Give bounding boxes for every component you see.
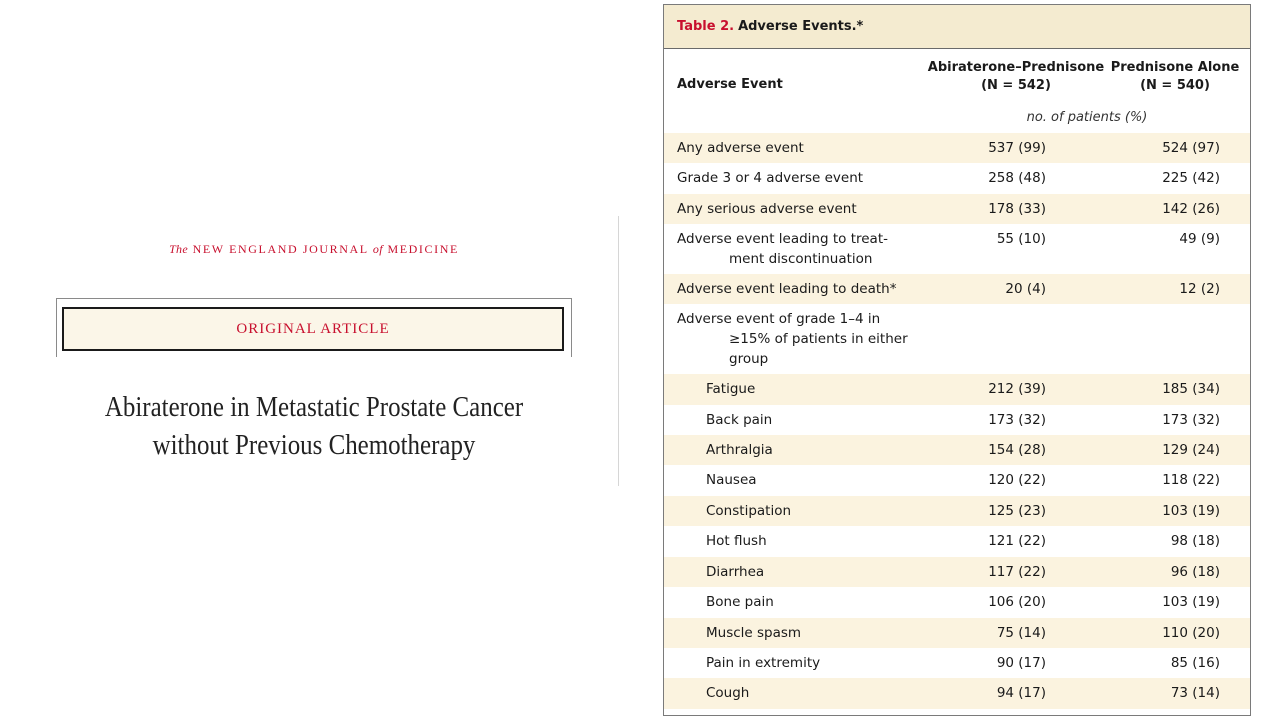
table-units-row (664, 106, 1250, 133)
table-row (664, 587, 1250, 618)
article-title-line1: Abiraterone in Metastatic Prostate Cancer (104, 391, 524, 423)
value-prednisone: 73 (14) (1170, 685, 1220, 701)
value-prednisone: 96 (18) (1170, 564, 1220, 580)
row-label (677, 309, 908, 369)
article-type-label: ORIGINAL ARTICLE (236, 320, 390, 337)
table-row (664, 678, 1250, 709)
value-abiraterone: 106 (20) (988, 594, 1046, 610)
row-label (706, 470, 757, 490)
row-label-line: Back pain (706, 412, 773, 428)
row-label (677, 279, 896, 299)
journal-prefix: The (169, 242, 188, 256)
value-abiraterone: 154 (28) (988, 442, 1046, 458)
table-row (664, 194, 1250, 224)
value-prednisone: 98 (18) (1170, 533, 1220, 549)
row-label-line: Hot flush (706, 533, 767, 549)
table-row (664, 526, 1250, 557)
article-title (92, 388, 536, 464)
table-row (664, 435, 1250, 465)
article-type-banner (62, 307, 564, 351)
row-label-line: Pain in extremity (706, 655, 821, 671)
column-header-prednisone-name: Prednisone Alone (1110, 60, 1240, 75)
row-label-line: Adverse event of grade 1–4 in (677, 311, 881, 327)
table-body (664, 133, 1250, 709)
value-abiraterone: 20 (4) (1005, 281, 1046, 297)
value-abiraterone: 75 (14) (996, 625, 1046, 641)
table-number: Table 2. (677, 19, 735, 34)
value-abiraterone: 121 (22) (988, 533, 1046, 549)
row-label (677, 229, 888, 269)
row-label (706, 501, 791, 521)
row-label-continuation: group (729, 351, 769, 367)
table-row (664, 496, 1250, 526)
value-abiraterone: 178 (33) (988, 201, 1046, 217)
row-label-line: Adverse event leading to treat- (677, 231, 888, 247)
row-label-line: Nausea (706, 472, 757, 488)
row-label-line: Cough (706, 685, 750, 701)
row-label-line: Constipation (706, 503, 792, 519)
table-row (664, 274, 1250, 304)
column-header-abiraterone-n: (N = 542) (981, 78, 1051, 93)
row-label-line: Adverse event leading to death* (677, 281, 897, 297)
journal-name-part1: NEW ENGLAND JOURNAL (192, 242, 369, 256)
row-label (706, 623, 801, 643)
table-column-headers (664, 49, 1250, 106)
value-prednisone: 129 (24) (1162, 442, 1220, 458)
value-prednisone: 185 (34) (1162, 381, 1220, 397)
table-row (664, 133, 1250, 163)
journal-name-part2: MEDICINE (387, 242, 459, 256)
journal-name (56, 242, 572, 257)
table-units: no. of patients (%) (1026, 110, 1148, 125)
row-label (706, 562, 764, 582)
row-label (706, 379, 755, 399)
row-label (706, 531, 767, 551)
row-label-line: Bone pain (706, 594, 774, 610)
value-prednisone: 173 (32) (1162, 412, 1220, 428)
row-label-line: Arthralgia (706, 442, 773, 458)
value-abiraterone: 125 (23) (988, 503, 1046, 519)
table-caption (664, 5, 1250, 49)
column-header-prednisone (1104, 59, 1246, 95)
adverse-events-table (663, 4, 1251, 716)
value-prednisone: 85 (16) (1170, 655, 1220, 671)
value-prednisone: 103 (19) (1162, 594, 1220, 610)
row-label (677, 168, 863, 188)
value-abiraterone: 120 (22) (988, 472, 1046, 488)
row-label (677, 199, 857, 219)
value-prednisone: 12 (2) (1179, 281, 1220, 297)
row-label-line: Any serious adverse event (677, 201, 857, 217)
column-header-event: Adverse Event (677, 77, 783, 92)
table-row (664, 465, 1250, 496)
value-abiraterone: 90 (17) (996, 655, 1046, 671)
column-header-prednisone-n: (N = 540) (1140, 78, 1210, 93)
value-abiraterone: 212 (39) (988, 381, 1046, 397)
journal-of: of (372, 242, 383, 256)
value-abiraterone: 94 (17) (996, 685, 1046, 701)
table-title: Adverse Events.* (738, 19, 864, 34)
column-header-abiraterone (926, 59, 1106, 95)
row-label (706, 440, 773, 460)
row-label-line: Grade 3 or 4 adverse event (677, 170, 864, 186)
table-row (664, 163, 1250, 194)
row-label (706, 410, 772, 430)
row-label-continuation: ≥15% of patients in either (729, 331, 908, 347)
table-row (664, 304, 1250, 374)
value-abiraterone: 173 (32) (988, 412, 1046, 428)
value-prednisone: 103 (19) (1162, 503, 1220, 519)
value-abiraterone: 117 (22) (988, 564, 1046, 580)
table-row (664, 374, 1250, 405)
row-label (706, 683, 749, 703)
column-header-abiraterone-name: Abiraterone–Prednisone (927, 60, 1105, 75)
value-abiraterone: 55 (10) (996, 231, 1046, 247)
row-label-line: Any adverse event (677, 140, 804, 156)
table-row (664, 224, 1250, 274)
row-label (706, 592, 774, 612)
vertical-divider (618, 216, 619, 486)
row-label-line: Fatigue (706, 381, 756, 397)
table-row (664, 648, 1250, 678)
value-prednisone: 110 (20) (1162, 625, 1220, 641)
value-abiraterone: 537 (99) (988, 140, 1046, 156)
table-row (664, 618, 1250, 648)
table-row (664, 405, 1250, 435)
row-label-line: Muscle spasm (706, 625, 802, 641)
row-label-continuation: ment discontinuation (729, 251, 873, 267)
value-prednisone: 49 (9) (1179, 231, 1220, 247)
row-label-line: Diarrhea (706, 564, 765, 580)
article-title-line2: without Previous Chemotherapy (152, 429, 476, 461)
value-prednisone: 225 (42) (1162, 170, 1220, 186)
value-prednisone: 118 (22) (1162, 472, 1220, 488)
value-prednisone: 524 (97) (1162, 140, 1220, 156)
value-prednisone: 142 (26) (1162, 201, 1220, 217)
row-label (706, 653, 820, 673)
row-label (677, 138, 804, 158)
value-abiraterone: 258 (48) (988, 170, 1046, 186)
table-row (664, 557, 1250, 587)
